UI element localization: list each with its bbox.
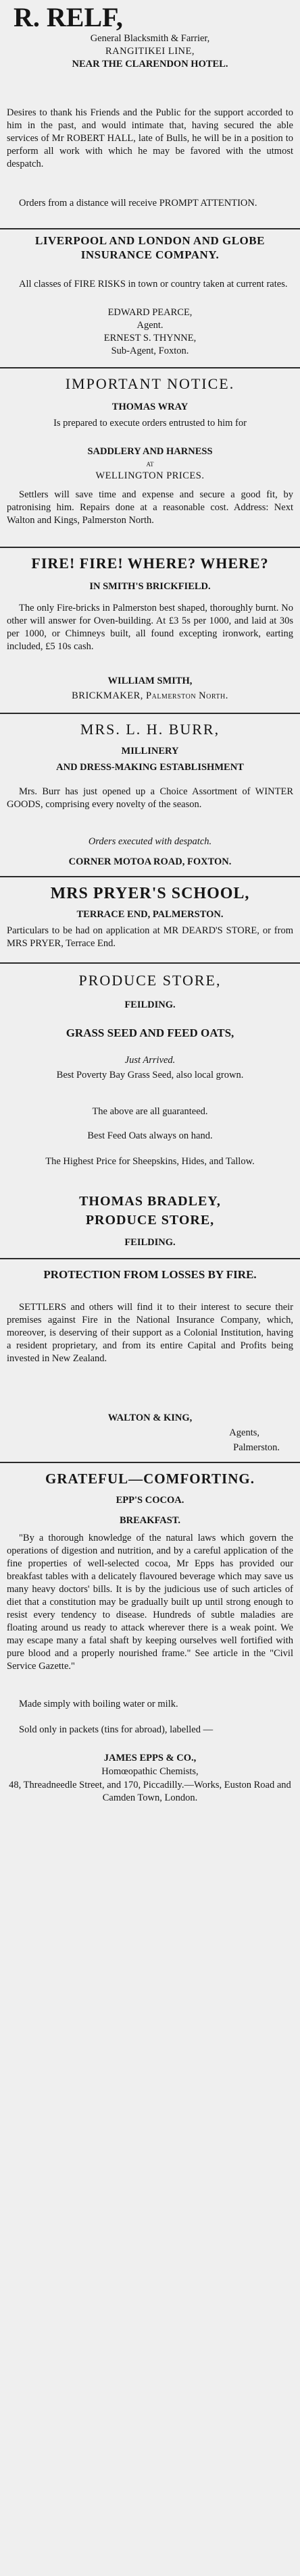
smith-body: The only Fire-bricks in Palmerston best shaped, thoroughly burnt. No other will answer for Oven-building. At £3 5s per 1000, and laid at 30s per 1000, or Chimneys built, all found excepting ironwork, earting included, £5 10s cash. — [7, 603, 293, 652]
produce-arrived: Just Arrived. — [124, 1055, 176, 1066]
produce-town: FEILDING. — [124, 999, 176, 1010]
burr-line1: MILLINERY — [121, 746, 179, 757]
liverpool-agent-role: Agent. — [136, 320, 164, 331]
relf-location: NEAR THE CLARENDON HOTEL. — [72, 59, 228, 70]
relf-body: Desires to thank his Friends and the Public for the support accorded to him in the past, and would intimate that, having secured the able services of Mr ROBERT HALL, late of Bulls, he will be in a position to perform all work with which he may be favored with the utmost despatch. — [7, 107, 293, 169]
liverpool-title: LIVERPOOL AND LONDON AND GLOBE INSURANCE COMPANY. — [35, 234, 265, 261]
divider — [0, 962, 300, 964]
produce-title: PRODUCE STORE, — [78, 972, 222, 989]
produce-oats: Best Feed Oats always on hand. — [87, 1130, 213, 1141]
divider — [0, 876, 300, 877]
burr-title: MRS. L. H. BURR, — [80, 721, 220, 738]
divider — [0, 228, 300, 229]
wray-at: AT — [146, 461, 154, 468]
epps-title: GRATEFUL—COMFORTING. — [45, 1471, 255, 1487]
protection-body: SETTLERS and others will find it to their interest to secure their premises against Fire in the National Insurance Company, which, moreover, is deserving of their support as a Colonial Institution, having a resident proprietary, and from its entire Capital and Profits being invested in New Zealand. — [7, 1302, 293, 1364]
burr-address: CORNER MOTOA ROAD, FOXTON. — [68, 856, 232, 867]
epps-name: EPP'S COCOA. — [116, 1495, 184, 1506]
produce-arrived-body: Best Poverty Bay Grass Seed, also local grown. — [56, 1070, 244, 1080]
protection-name: WALTON & KING, — [107, 1413, 193, 1423]
epps-made: Made simply with boiling water or milk. — [19, 1699, 178, 1709]
produce-store: PRODUCE STORE, — [85, 1213, 215, 1228]
burr-line2: AND DRESS-MAKING ESTABLISHMENT — [56, 762, 244, 773]
pryer-body: Particulars to be had on application at MR DEARD'S STORE, or from MRS PRYER, Terrace End. — [7, 925, 293, 949]
produce-town2: FEILDING. — [124, 1237, 176, 1248]
liverpool-subagent-role: Sub-Agent, Foxton. — [111, 346, 189, 356]
wray-name: THOMAS WRAY — [111, 402, 189, 412]
relf-name: R. RELF, — [14, 2, 123, 32]
smith-subtitle: IN SMITH'S BRICKFIELD. — [89, 581, 211, 592]
epps-body: "By a thorough knowledge of the natural laws which govern the operations of digestion and nutrition, and by a careful application of the fine properties of well-selected cocoa, Mr Epps has provided our breakfast tables with a delicately flavoured beverage which may save us many heavy doctors' bills. It is by the judicious use of such articles of diet that a constitution may be gradually built up until strong enough to resist every tendency to disease. Hundreds of subtle maladies are floating around us ready to attack wherever there is a weak point. We may escape many a fatal shaft by keeping ourselves well fortified with pure blood and a properly nourished frame." See article in the "Civil Service Gazette." — [7, 1533, 293, 1672]
pryer-address: TERRACE END, PALMERSTON. — [76, 909, 224, 920]
smith-title: FIRE! FIRE! WHERE? WHERE? — [31, 555, 269, 572]
wray-intro: Is prepared to execute orders entrusted to him for — [53, 418, 247, 429]
protection-town: Palmerston. — [233, 1442, 280, 1453]
produce-price: The Highest Price for Sheepskins, Hides, and Tallow. — [45, 1156, 255, 1167]
divider — [0, 367, 300, 368]
smith-name: WILLIAM SMITH, — [107, 676, 193, 686]
produce-name: THOMAS BRADLEY, — [79, 1194, 221, 1209]
divider — [0, 1462, 300, 1463]
epps-address: 48, Threadneedle Street, and 170, Piccadilly.—Works, Euston Road and Camden Town, London. — [9, 1780, 291, 1803]
epps-meal: BREAKFAST. — [119, 1515, 181, 1526]
liverpool-body: All classes of FIRE RISKS in town or country taken at current rates. — [19, 279, 288, 290]
pryer-title: MRS PRYER'S SCHOOL, — [50, 885, 250, 902]
produce-goods: GRASS SEED AND FEED OATS, — [66, 1026, 234, 1039]
epps-sold: Sold only in packets (tins for abroad), labelled — — [19, 1724, 214, 1735]
burr-orders: Orders executed with despatch. — [88, 836, 212, 847]
wray-title: IMPORTANT NOTICE. — [65, 375, 235, 392]
divider — [0, 1258, 300, 1259]
relf-trade: General Blacksmith & Farrier, — [90, 33, 210, 44]
relf-heading — [7, 3, 293, 32]
divider — [0, 713, 300, 714]
epps-chemists: Homœopathic Chemists, — [101, 1766, 199, 1777]
wray-trade: SADDLERY AND HARNESS — [87, 446, 213, 457]
protection-role: Agents, — [229, 1427, 259, 1438]
smith-trade: BRICKMAKER, Palmerston North. — [72, 690, 228, 701]
liverpool-agent-name: EDWARD PEARCE, — [107, 307, 193, 318]
wray-prices: WELLINGTON PRICES. — [95, 470, 205, 481]
divider — [0, 547, 300, 548]
relf-advertisement — [0, 3, 300, 104]
produce-guarantee: The above are all guaranteed. — [92, 1106, 208, 1117]
epps-company: JAMES EPPS & CO., — [103, 1753, 197, 1763]
burr-body: Mrs. Burr has just opened up a Choice Assortment of WINTER GOODS, comprising every novelty of the season. — [7, 786, 293, 810]
relf-address: RANGITIKEI LINE, — [105, 46, 195, 57]
liverpool-subagent-name: ERNEST S. THYNNE, — [103, 333, 197, 344]
relf-orders: Orders from a distance will receive PROMPT ATTENTION. — [19, 198, 257, 209]
protection-title: PROTECTION FROM LOSSES BY FIRE. — [43, 1268, 257, 1281]
wray-body: Settlers will save time and expense and secure a good fit, by patronising him. Repairs done at a reasonable cost. Address: Next Walton and Kings, Palmerston North. — [7, 489, 293, 526]
